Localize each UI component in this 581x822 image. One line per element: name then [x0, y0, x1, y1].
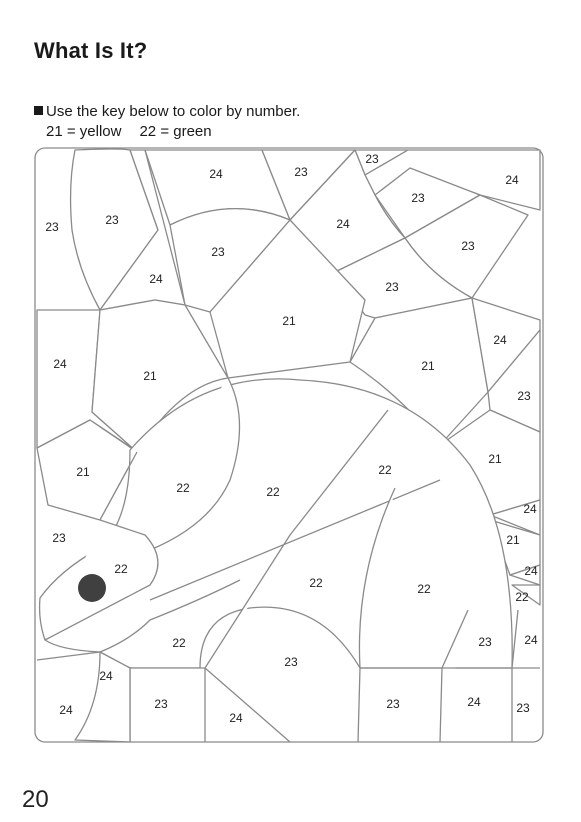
region-number: 23 [478, 635, 492, 650]
region-number: 22 [172, 636, 186, 651]
region-number: 22 [417, 582, 431, 597]
region-number: 24 [59, 703, 73, 718]
region-number: 22 [309, 576, 323, 591]
region-number: 21 [506, 533, 520, 548]
region-number: 24 [53, 357, 67, 372]
region-number: 22 [266, 485, 280, 500]
region-number: 21 [421, 359, 435, 374]
region-number: 22 [515, 590, 529, 605]
region-number: 24 [467, 695, 481, 710]
region-number: 24 [524, 564, 538, 579]
key-green: 22 = green [139, 123, 212, 140]
region-number: 24 [523, 502, 537, 517]
region-number: 22 [378, 463, 392, 478]
region-number: 22 [176, 481, 190, 496]
region-number: 23 [211, 245, 225, 260]
region-number: 24 [229, 711, 243, 726]
region-number: 23 [365, 152, 379, 167]
region-number: 23 [516, 701, 530, 716]
region-number: 24 [209, 167, 223, 182]
region-number: 24 [336, 217, 350, 232]
region-number: 24 [493, 333, 507, 348]
dinosaur-eye-icon [78, 574, 106, 602]
region-number: 23 [45, 220, 59, 235]
region-number: 23 [517, 389, 531, 404]
region-number: 24 [524, 633, 538, 648]
region-number: 23 [154, 697, 168, 712]
region-number: 21 [282, 314, 296, 329]
region-number: 23 [284, 655, 298, 670]
region-number: 21 [76, 465, 90, 480]
region-number: 22 [114, 562, 128, 577]
region-number: 23 [461, 239, 475, 254]
instruction-text: Use the key below to color by number. [46, 103, 301, 120]
region-number: 24 [149, 272, 163, 287]
region-number: 23 [411, 191, 425, 206]
region-number: 21 [143, 369, 157, 384]
page-title: What Is It? [34, 38, 148, 63]
region-number: 23 [52, 531, 66, 546]
region-number: 23 [294, 165, 308, 180]
region-number: 24 [99, 669, 113, 684]
region-number: 24 [505, 173, 519, 188]
region-number: 23 [386, 697, 400, 712]
region-number: 23 [385, 280, 399, 295]
region-number: 23 [105, 213, 119, 228]
key-yellow: 21 = yellow [46, 123, 122, 140]
page-number: 20 [22, 786, 49, 813]
region-number: 21 [488, 452, 502, 467]
